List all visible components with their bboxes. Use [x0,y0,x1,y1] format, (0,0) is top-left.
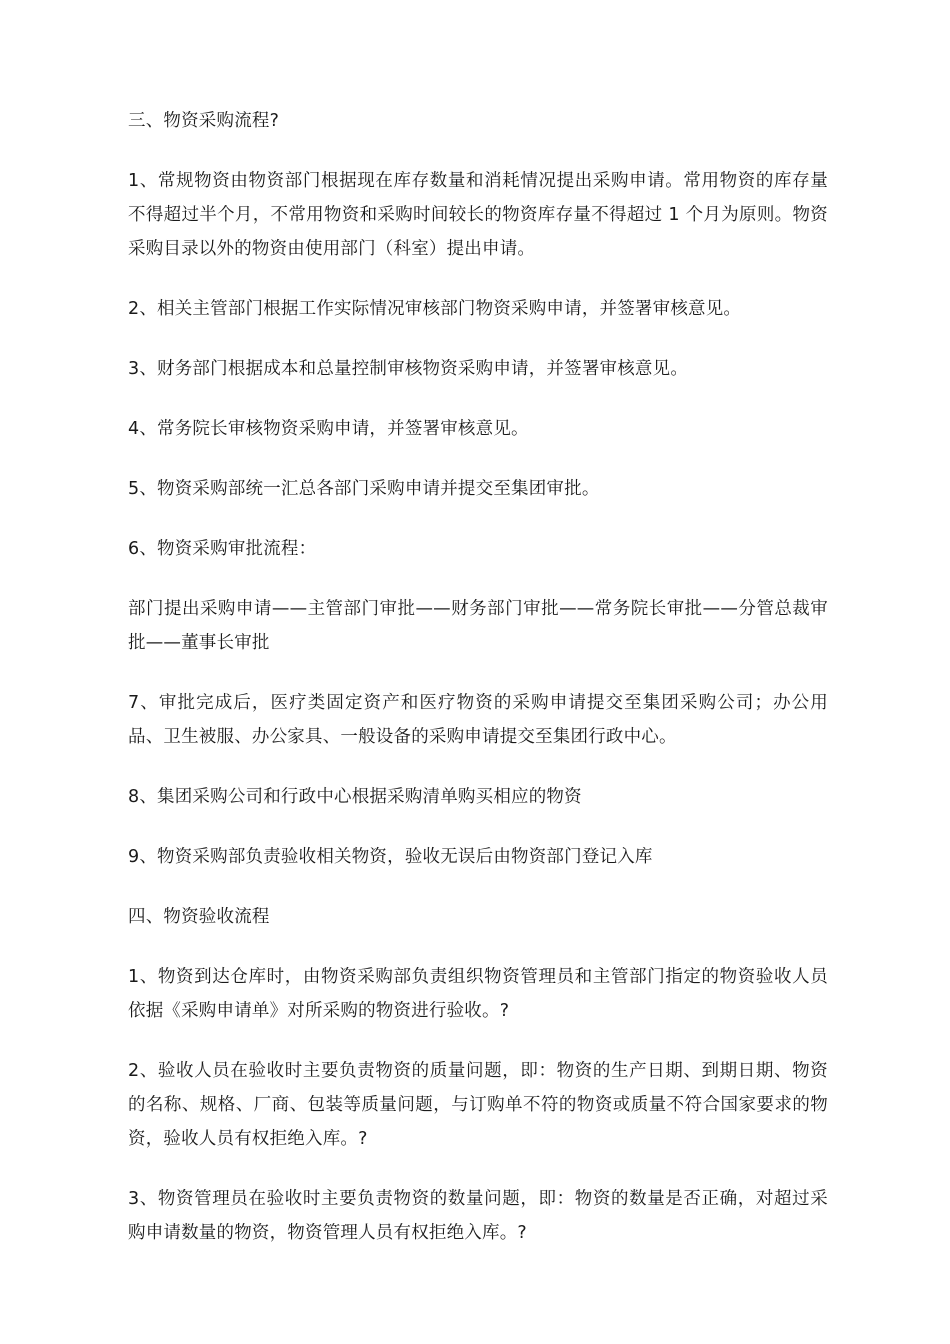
section-heading-purchase-process: 三、物资采购流程? [128,111,280,131]
paragraph-item-2: 2、相关主管部门根据工作实际情况审核部门物资采购申请，并签署审核意见。 [128,299,742,319]
paragraph-item-9: 9、物资采购部负责验收相关物资，验收无误后由物资部门登记入库 [128,847,653,867]
approval-flow-chain: 部门提出采购申请——主管部门审批——财务部门审批——常务院长审批——分管总裁审批——董事长审批 [128,599,828,653]
paragraph-item-1: 1、常规物资由物资部门根据现在库存数量和消耗情况提出采购申请。常用物资的库存量不得超过半个月，不常用物资和采购时间较长的物资库存量不得超过 1 个月为原则。物资采购目录以外的物资由使用部门（科室）提出申请。 [128,171,828,259]
paragraph-item-8: 8、集团采购公司和行政中心根据采购清单购买相应的物资 [128,787,582,807]
acceptance-item-2: 2、验收人员在验收时主要负责物资的质量问题，即：物资的生产日期、到期日期、物资的名称、规格、厂商、包装等质量问题，与订购单不符的物资或质量不符合国家要求的物资，验收人员有权拒绝入库。? [128,1061,828,1149]
acceptance-item-3: 3、物资管理员在验收时主要负责物资的数量问题，即：物资的数量是否正确，对超过采购申请数量的物资，物资管理人员有权拒绝入库。? [128,1189,828,1243]
paragraph-item-4: 4、常务院长审核物资采购申请，并签署审核意见。 [128,419,529,439]
section-heading-acceptance-process: 四、物资验收流程 [128,907,270,927]
paragraph-item-3: 3、财务部门根据成本和总量控制审核物资采购申请，并签署审核意见。 [128,359,689,379]
acceptance-item-1: 1、物资到达仓库时，由物资采购部负责组织物资管理员和主管部门指定的物资验收人员依据《采购申请单》对所采购的物资进行验收。? [128,967,828,1021]
paragraph-item-7: 7、审批完成后，医疗类固定资产和医疗物资的采购申请提交至集团采购公司；办公用品、卫生被服、办公家具、一般设备的采购申请提交至集团行政中心。 [128,693,828,747]
paragraph-item-6: 6、物资采购审批流程： [128,539,317,559]
paragraph-item-5: 5、物资采购部统一汇总各部门采购申请并提交至集团审批。 [128,479,600,499]
document-body [128,104,828,1276]
